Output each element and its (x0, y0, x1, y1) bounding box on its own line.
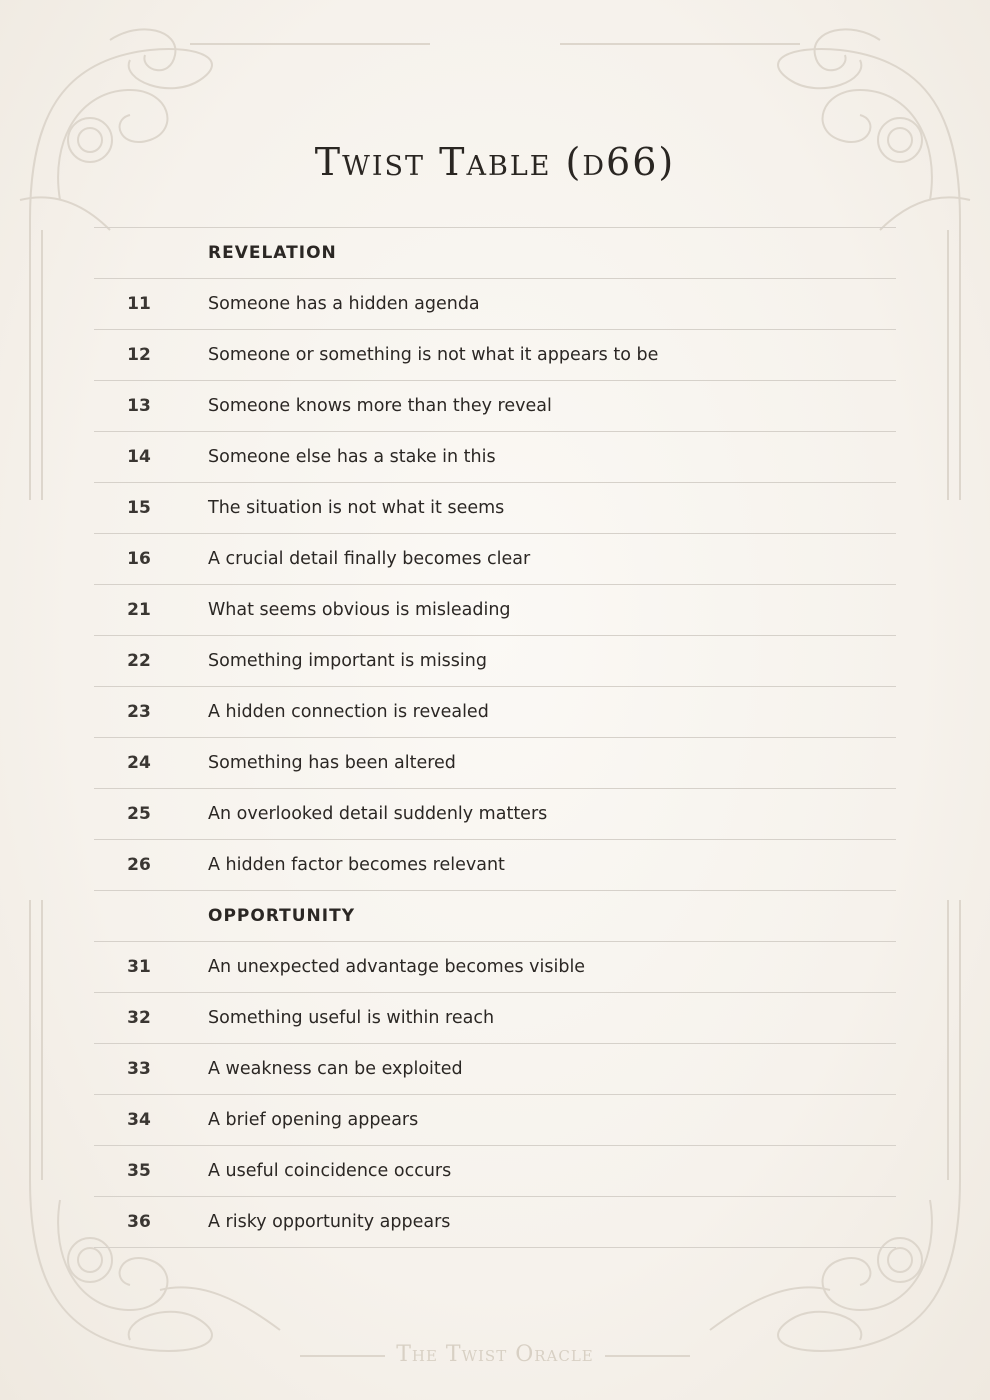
roll-number: 21 (127, 600, 151, 620)
roll-number: 32 (127, 1008, 151, 1028)
table-row (94, 330, 896, 381)
roll-number: 25 (127, 804, 151, 824)
table-row (94, 432, 896, 483)
table-row (94, 789, 896, 840)
twist-text: A useful coincidence occurs (208, 1161, 452, 1181)
twist-text: The situation is not what it seems (208, 498, 505, 518)
twist-text: What seems obvious is misleading (208, 600, 511, 620)
roll-number: 31 (127, 957, 151, 977)
table-row (94, 942, 896, 993)
twist-text: Someone or something is not what it appears to be (208, 345, 659, 365)
roll-number: 26 (127, 855, 151, 875)
table-row (94, 1146, 896, 1197)
twist-text: A crucial detail finally becomes clear (208, 549, 531, 569)
twist-text: A weakness can be exploited (208, 1059, 463, 1079)
roll-number: 14 (127, 447, 151, 467)
table-row (94, 585, 896, 636)
twist-text: Something useful is within reach (208, 1008, 495, 1028)
footer-title: The Twist Oracle (396, 1342, 594, 1367)
table-row (94, 840, 896, 891)
table-row (94, 738, 896, 789)
twist-text: Someone knows more than they reveal (208, 396, 552, 416)
table-row (94, 1197, 896, 1248)
roll-number: 15 (127, 498, 151, 518)
twist-text: An unexpected advantage becomes visible (208, 957, 586, 977)
section-heading: OPPORTUNITY (208, 906, 356, 926)
section-heading-row (94, 891, 896, 942)
roll-number: 12 (127, 345, 151, 365)
section-heading-row (94, 228, 896, 279)
table-row (94, 1044, 896, 1095)
roll-number: 16 (127, 549, 151, 569)
roll-number: 24 (127, 753, 151, 773)
twist-table (94, 227, 896, 1248)
twist-text: Someone else has a stake in this (208, 447, 496, 467)
twist-text: A hidden factor becomes relevant (208, 855, 505, 875)
table-row (94, 534, 896, 585)
twist-text: Someone has a hidden agenda (208, 294, 480, 314)
twist-text: Something has been altered (208, 753, 456, 773)
roll-number: 22 (127, 651, 151, 671)
table-row (94, 993, 896, 1044)
roll-number: 23 (127, 702, 151, 722)
twist-text: A brief opening appears (208, 1110, 419, 1130)
twist-text: Something important is missing (208, 651, 487, 671)
twist-text: A risky opportunity appears (208, 1212, 451, 1232)
table-row (94, 687, 896, 738)
roll-number: 13 (127, 396, 151, 416)
section-heading: REVELATION (208, 243, 337, 263)
table-row (94, 1095, 896, 1146)
page-title: Twist Table (d66) (314, 140, 676, 184)
twist-text: An overlooked detail suddenly matters (208, 804, 548, 824)
table-row (94, 483, 896, 534)
table-row (94, 279, 896, 330)
roll-number: 34 (127, 1110, 151, 1130)
roll-number: 11 (127, 294, 151, 314)
roll-number: 36 (127, 1212, 151, 1232)
roll-number: 33 (127, 1059, 151, 1079)
table-row (94, 636, 896, 687)
roll-number: 35 (127, 1161, 151, 1181)
table-row (94, 381, 896, 432)
twist-text: A hidden connection is revealed (208, 702, 489, 722)
